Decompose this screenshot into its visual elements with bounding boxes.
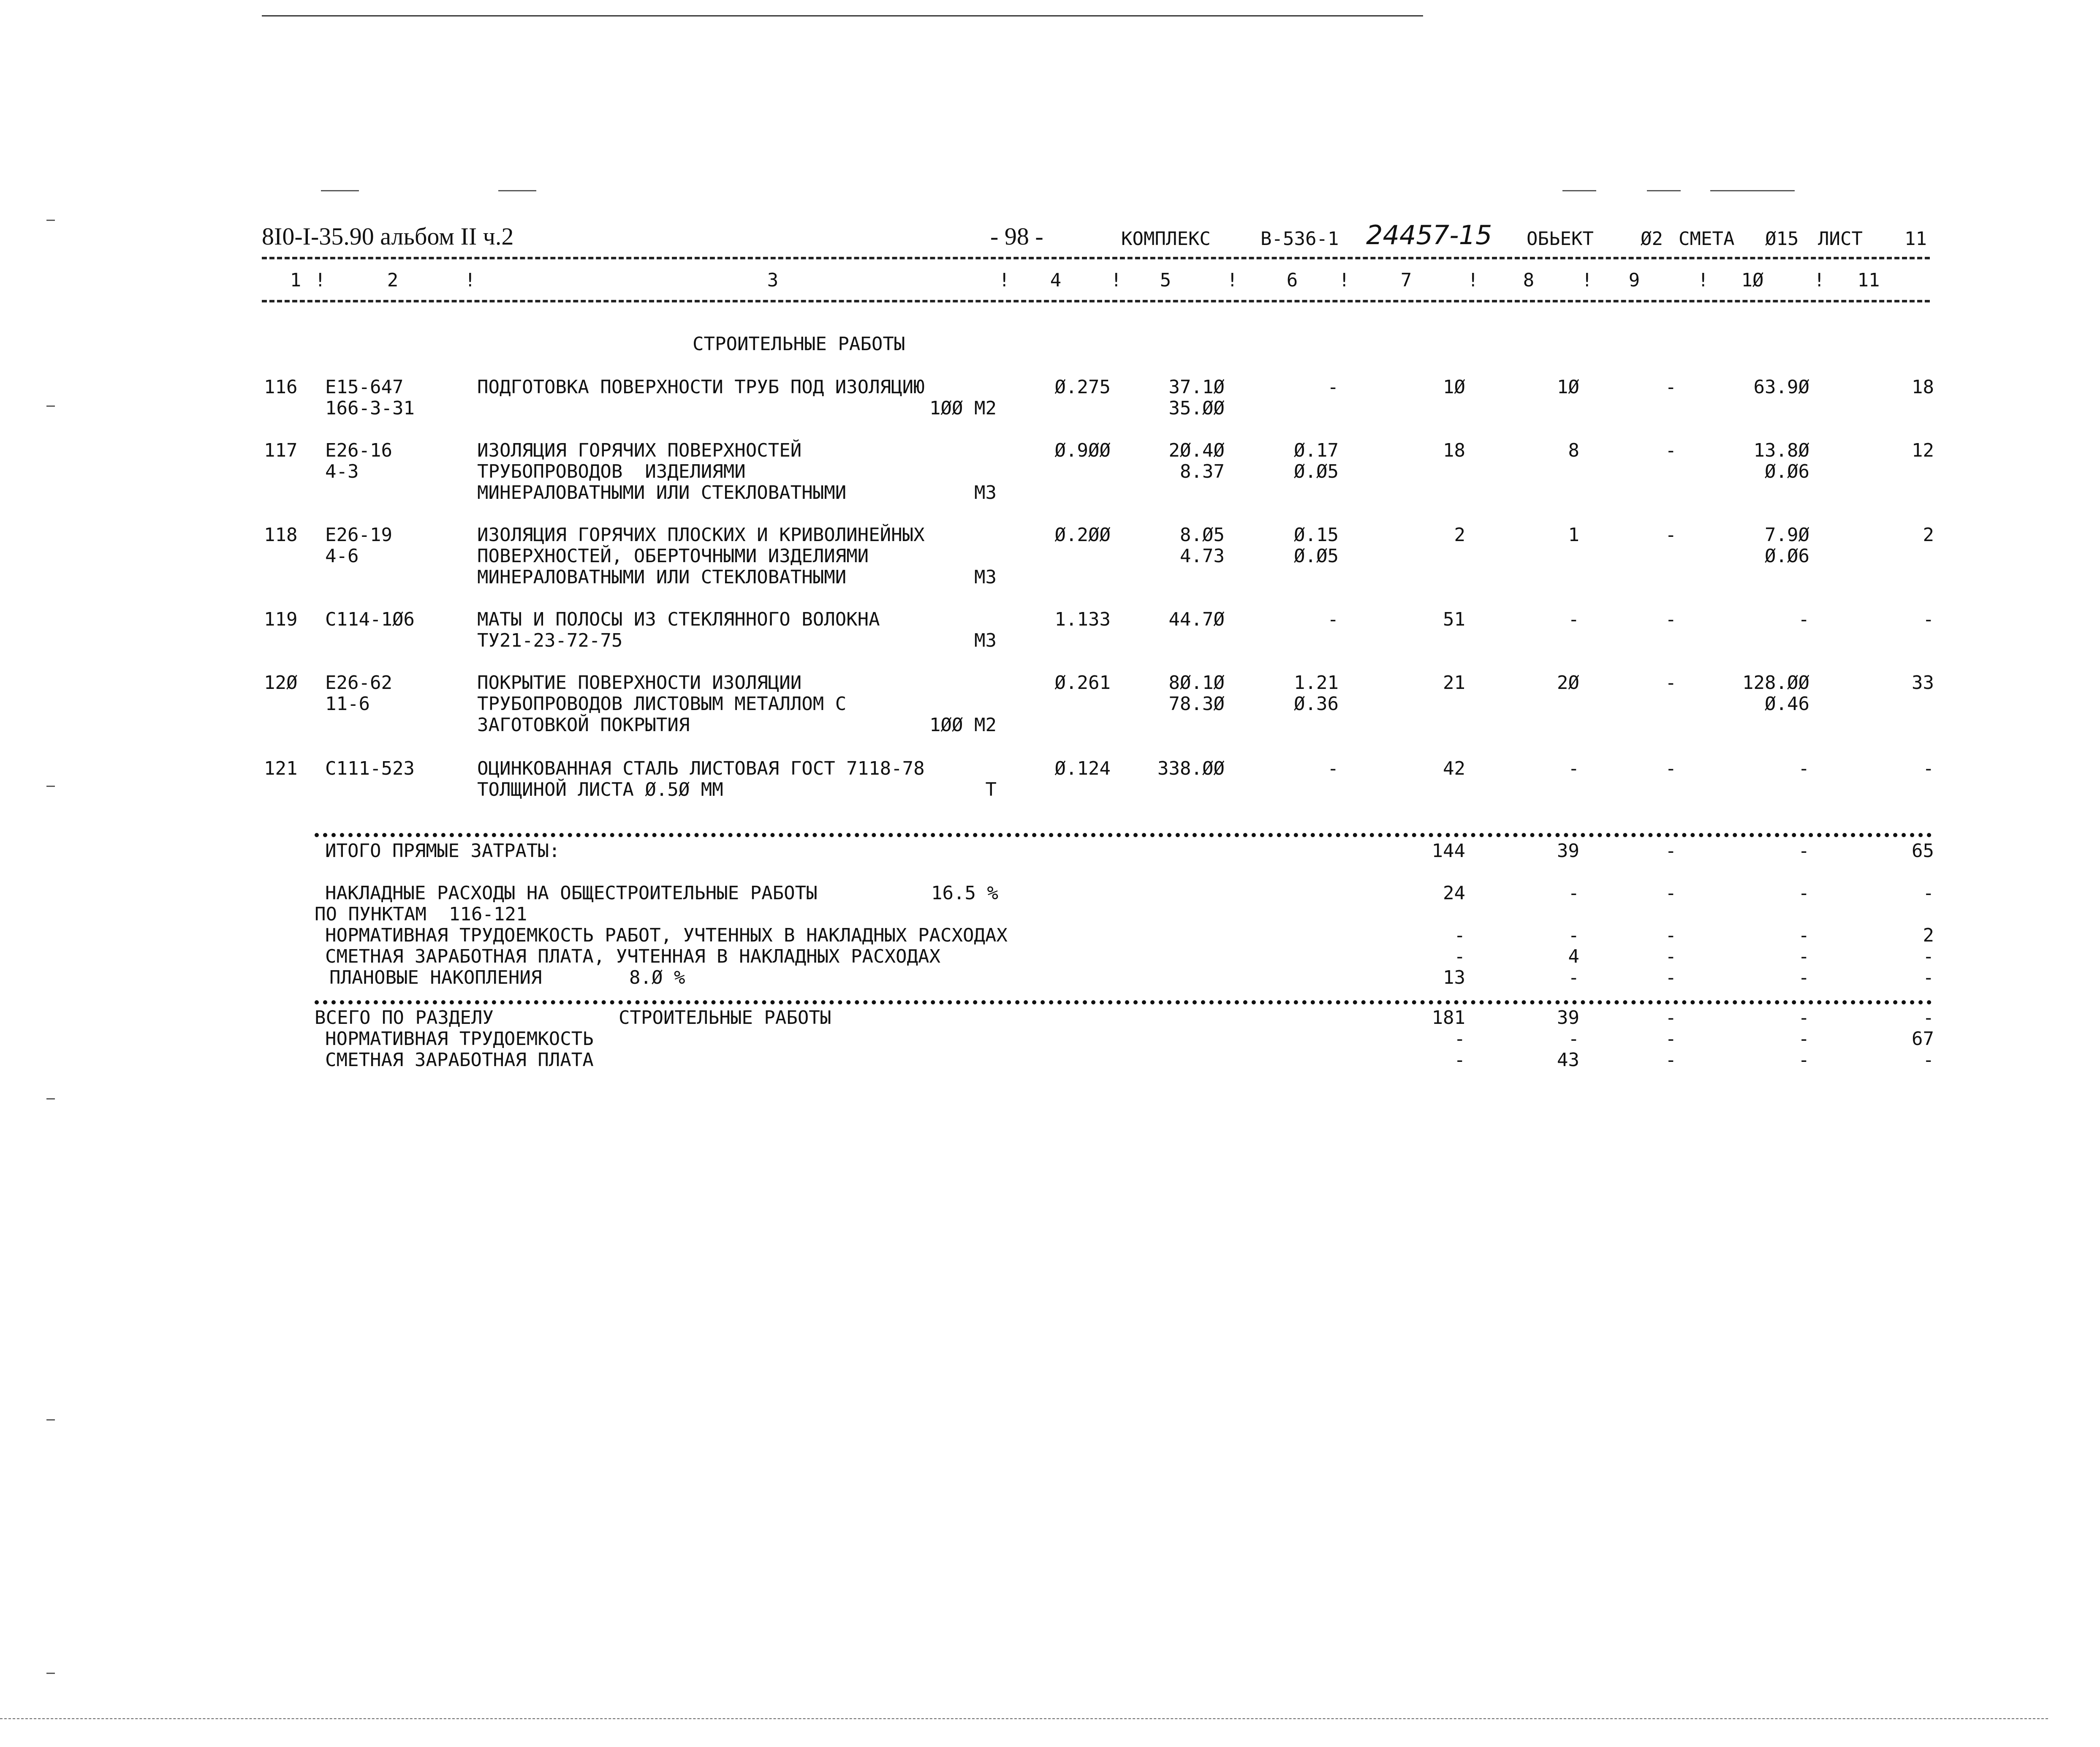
col7-value: 51	[1443, 609, 1465, 630]
sheet-label: ЛИСТ	[1818, 228, 1863, 250]
totals-rule	[315, 1000, 1932, 1004]
row-number: 121	[264, 758, 298, 779]
scan-speck	[46, 1098, 55, 1099]
col6-value: -	[1327, 758, 1339, 779]
work-description: ПОВЕРХНОСТЕЙ, ОБЕРТОЧНЫМИ ИЗДЕЛИЯМИ	[477, 545, 869, 567]
unit: 1ØØ М2	[929, 714, 997, 736]
summary-rule	[315, 833, 1932, 837]
unit-cost: 44.7Ø	[1168, 609, 1225, 630]
handwritten-number: 24457-15	[1366, 220, 1492, 250]
column-header: 5	[1160, 269, 1171, 291]
norm-code: Е26-16	[325, 440, 392, 461]
col11-value: 2	[1923, 925, 1934, 946]
unit-cost-sub: 35.ØØ	[1168, 397, 1225, 419]
summary-label: ПЛАНОВЫЕ НАКОПЛЕНИЯ	[329, 967, 542, 988]
col9-value: -	[1665, 1049, 1676, 1071]
col8-value: 1	[1568, 524, 1579, 546]
col6-value-sub: Ø.Ø5	[1294, 545, 1339, 567]
doc-code: 8I0-I-35.90 альбом II ч.2	[262, 223, 514, 250]
col9-value: -	[1665, 925, 1676, 946]
work-description: ОЦИНКОВАННАЯ СТАЛЬ ЛИСТОВАЯ ГОСТ 7118-78	[477, 758, 925, 779]
quantity: Ø.2ØØ	[1054, 524, 1111, 546]
col10-value: -	[1798, 609, 1809, 630]
column-header: 9	[1628, 269, 1640, 291]
col9-value: -	[1665, 609, 1676, 630]
col8-value: 1Ø	[1557, 376, 1579, 398]
work-description: ТУ21-23-72-75	[477, 630, 623, 651]
col8-value: -	[1568, 609, 1579, 630]
column-separator: !	[1698, 269, 1709, 291]
unit-cost: 2Ø.4Ø	[1168, 440, 1225, 461]
col8-value: 39	[1557, 1007, 1579, 1029]
col11-value: 67	[1912, 1028, 1934, 1050]
norm-code-sub: 11-6	[325, 693, 370, 715]
col7-value: 1Ø	[1443, 376, 1465, 398]
summary-label: ПО ПУНКТАМ 116-121	[315, 903, 527, 925]
col7-value: 13	[1443, 967, 1465, 988]
col7-value: 42	[1443, 758, 1465, 779]
col11-value: 12	[1912, 440, 1934, 461]
col9-value: -	[1665, 882, 1676, 904]
col8-value: -	[1568, 882, 1579, 904]
summary-label: СМЕТНАЯ ЗАРАБОТНАЯ ПЛАТА, УЧТЕННАЯ В НАКЛАДНЫХ РАСХОДАХ	[325, 946, 940, 967]
col6-value: Ø.17	[1294, 440, 1339, 461]
col10-value-sub: Ø.Ø6	[1765, 545, 1809, 567]
col10-value: -	[1798, 967, 1809, 988]
column-header: 8	[1523, 269, 1535, 291]
column-separator: !	[1339, 269, 1350, 291]
komplex-label: КОМПЛЕКС	[1121, 228, 1211, 250]
scan-speck	[1647, 190, 1681, 191]
summary-label: НАКЛАДНЫЕ РАСХОДЫ НА ОБЩЕСТРОИТЕЛЬНЫЕ РАБОТЫ	[325, 882, 818, 904]
unit-cost: 8Ø.1Ø	[1168, 672, 1225, 694]
work-description: МИНЕРАЛОВАТНЫМИ ИЛИ СТЕКЛОВАТНЫМИ	[477, 482, 847, 503]
col10-value: -	[1798, 1007, 1809, 1029]
norm-code-sub: 166-3-31	[325, 397, 415, 419]
col8-value: 39	[1557, 840, 1579, 862]
col11-value: -	[1923, 758, 1934, 779]
unit-cost: 37.1Ø	[1168, 376, 1225, 398]
work-description: ПОКРЫТИЕ ПОВЕРХНОСТИ ИЗОЛЯЦИИ	[477, 672, 802, 694]
scan-speck	[46, 220, 55, 221]
totals-label: НОРМАТИВНАЯ ТРУДОЕМКОСТЬ	[325, 1028, 594, 1050]
work-description: ТРУБОПРОВОДОВ ЛИСТОВЫМ МЕТАЛЛОМ С	[477, 693, 847, 715]
col10-value-sub: Ø.46	[1765, 693, 1809, 715]
col9-value: -	[1665, 440, 1676, 461]
col11-value: 65	[1912, 840, 1934, 862]
col11-value: -	[1923, 1049, 1934, 1071]
column-header: 11	[1857, 269, 1880, 291]
row-number: 12Ø	[264, 672, 298, 694]
col10-value-sub: Ø.Ø6	[1765, 461, 1809, 482]
row-number: 118	[264, 524, 298, 546]
scan-speck	[498, 190, 536, 191]
col7-value: 181	[1432, 1007, 1465, 1029]
col6-value: -	[1327, 376, 1339, 398]
sheet-number: 11	[1904, 228, 1927, 250]
smeta-label: СМЕТА	[1679, 228, 1735, 250]
col10-value: 7.9Ø	[1765, 524, 1809, 546]
row-number: 119	[264, 609, 298, 630]
column-header: 1Ø	[1741, 269, 1764, 291]
col6-value-sub: Ø.36	[1294, 693, 1339, 715]
col8-value: -	[1568, 1028, 1579, 1050]
col10-value: -	[1798, 1028, 1809, 1050]
unit: М3	[974, 482, 997, 503]
column-header: 3	[767, 269, 779, 291]
col6-value-sub: Ø.Ø5	[1294, 461, 1339, 482]
work-description: ИЗОЛЯЦИЯ ГОРЯЧИХ ПОВЕРХНОСТЕЙ	[477, 440, 802, 461]
object-label: ОБЬЕКТ	[1527, 228, 1594, 250]
header-rule-bottom	[262, 300, 1930, 302]
norm-code: Е15-647	[325, 376, 404, 398]
col10-value: -	[1798, 758, 1809, 779]
scan-speck	[46, 1419, 55, 1420]
col10-value: -	[1798, 882, 1809, 904]
col10-value: -	[1798, 946, 1809, 967]
unit-cost-sub: 4.73	[1180, 545, 1225, 567]
summary-label: НОРМАТИВНАЯ ТРУДОЕМКОСТЬ РАБОТ, УЧТЕННЫХ В НАКЛАДНЫХ РАСХОДАХ	[325, 925, 1008, 946]
col7-value: -	[1454, 925, 1465, 946]
percentage: 8.Ø %	[629, 967, 685, 988]
norm-code: Е26-62	[325, 672, 392, 694]
quantity: Ø.261	[1054, 672, 1111, 694]
col7-value: 144	[1432, 840, 1465, 862]
col6-value: Ø.15	[1294, 524, 1339, 546]
col11-value: -	[1923, 967, 1934, 988]
column-separator: !	[465, 269, 476, 291]
scan-bottom-line	[0, 1718, 2048, 1719]
scan-speck	[46, 786, 55, 787]
col11-value: 33	[1912, 672, 1934, 694]
row-number: 116	[264, 376, 298, 398]
col9-value: -	[1665, 376, 1676, 398]
scan-speck	[1710, 190, 1795, 191]
unit: М3	[974, 566, 997, 588]
scan-speck	[46, 1673, 55, 1674]
col7-value: 21	[1443, 672, 1465, 694]
col8-value: 8	[1568, 440, 1579, 461]
work-description: МИНЕРАЛОВАТНЫМИ ИЛИ СТЕКЛОВАТНЫМИ	[477, 566, 847, 588]
col9-value: -	[1665, 1028, 1676, 1050]
scan-top-line	[262, 15, 1423, 16]
column-separator: !	[1111, 269, 1122, 291]
unit-cost-sub: 78.3Ø	[1168, 693, 1225, 715]
column-separator: !	[1227, 269, 1238, 291]
section-title: СТРОИТЕЛЬНЫЕ РАБОТЫ	[693, 333, 905, 355]
col10-value: 63.9Ø	[1753, 376, 1809, 398]
column-separator: !	[1467, 269, 1479, 291]
unit-cost-sub: 8.37	[1180, 461, 1225, 482]
col8-value: 4	[1568, 946, 1579, 967]
col9-value: -	[1665, 967, 1676, 988]
column-header: 1	[290, 269, 302, 291]
col9-value: -	[1665, 672, 1676, 694]
col10-value: -	[1798, 1049, 1809, 1071]
col8-value: 2Ø	[1557, 672, 1579, 694]
unit: Т	[985, 779, 997, 800]
smeta-number: Ø15	[1765, 228, 1799, 250]
percentage: 16.5 %	[931, 882, 998, 904]
unit: 1ØØ М2	[929, 397, 997, 419]
col9-value: -	[1665, 1007, 1676, 1029]
unit-cost: 8.Ø5	[1180, 524, 1225, 546]
norm-code-sub: 4-3	[325, 461, 359, 482]
column-separator: !	[1581, 269, 1593, 291]
column-header: 4	[1050, 269, 1062, 291]
header-rule-top	[262, 257, 1930, 259]
quantity: 1.133	[1054, 609, 1111, 630]
row-number: 117	[264, 440, 298, 461]
col7-value: 24	[1443, 882, 1465, 904]
col7-value: 2	[1454, 524, 1465, 546]
col9-value: -	[1665, 524, 1676, 546]
col10-value: 13.8Ø	[1753, 440, 1809, 461]
col6-value: -	[1327, 609, 1339, 630]
column-separator: !	[1814, 269, 1825, 291]
totals-section-name: СТРОИТЕЛЬНЫЕ РАБОТЫ	[619, 1007, 831, 1029]
work-description: ПОДГОТОВКА ПОВЕРХНОСТИ ТРУБ ПОД ИЗОЛЯЦИЮ	[477, 376, 925, 398]
column-header: 6	[1286, 269, 1298, 291]
summary-label: ИТОГО ПРЯМЫЕ ЗАТРАТЫ:	[325, 840, 560, 862]
totals-label: СМЕТНАЯ ЗАРАБОТНАЯ ПЛАТА	[325, 1049, 594, 1071]
col10-value: -	[1798, 840, 1809, 862]
work-description: ЗАГОТОВКОЙ ПОКРЫТИЯ	[477, 714, 690, 736]
col9-value: -	[1665, 758, 1676, 779]
column-header: 7	[1400, 269, 1412, 291]
norm-code: С114-1Ø6	[325, 609, 415, 630]
quantity: Ø.275	[1054, 376, 1111, 398]
col9-value: -	[1665, 840, 1676, 862]
object-number: Ø2	[1641, 228, 1663, 250]
col11-value: 2	[1923, 524, 1934, 546]
work-description: ТОЛЩИНОЙ ЛИСТА Ø.5Ø ММ	[477, 779, 723, 800]
unit-cost: 338.ØØ	[1157, 758, 1225, 779]
quantity: Ø.124	[1054, 758, 1111, 779]
col11-value: -	[1923, 609, 1934, 630]
totals-label: ВСЕГО ПО РАЗДЕЛУ	[315, 1007, 494, 1029]
page-number: - 98 -	[990, 223, 1043, 250]
scan-speck	[46, 405, 55, 407]
col8-value: -	[1568, 967, 1579, 988]
col7-value: -	[1454, 946, 1465, 967]
work-description: ИЗОЛЯЦИЯ ГОРЯЧИХ ПЛОСКИХ И КРИВОЛИНЕЙНЫХ	[477, 524, 925, 546]
col8-value: -	[1568, 925, 1579, 946]
norm-code: С111-523	[325, 758, 415, 779]
col10-value: 128.ØØ	[1742, 672, 1809, 694]
scan-speck	[321, 190, 359, 191]
work-description: МАТЫ И ПОЛОСЫ ИЗ СТЕКЛЯННОГО ВОЛОКНА	[477, 609, 880, 630]
col11-value: -	[1923, 946, 1934, 967]
col9-value: -	[1665, 946, 1676, 967]
column-separator: !	[315, 269, 326, 291]
col7-value: 18	[1443, 440, 1465, 461]
col10-value: -	[1798, 925, 1809, 946]
norm-code: Е26-19	[325, 524, 392, 546]
komplex-code: В-536-1	[1261, 228, 1339, 250]
scan-speck	[1562, 190, 1596, 191]
col6-value: 1.21	[1294, 672, 1339, 694]
work-description: ТРУБОПРОВОДОВ ИЗДЕЛИЯМИ	[477, 461, 746, 482]
col8-value: 43	[1557, 1049, 1579, 1071]
column-separator: !	[999, 269, 1010, 291]
col11-value: 18	[1912, 376, 1934, 398]
col8-value: -	[1568, 758, 1579, 779]
col7-value: -	[1454, 1028, 1465, 1050]
col11-value: -	[1923, 882, 1934, 904]
quantity: Ø.9ØØ	[1054, 440, 1111, 461]
unit: М3	[974, 630, 997, 651]
col11-value: -	[1923, 1007, 1934, 1029]
column-header: 2	[387, 269, 399, 291]
norm-code-sub: 4-6	[325, 545, 359, 567]
col7-value: -	[1454, 1049, 1465, 1071]
